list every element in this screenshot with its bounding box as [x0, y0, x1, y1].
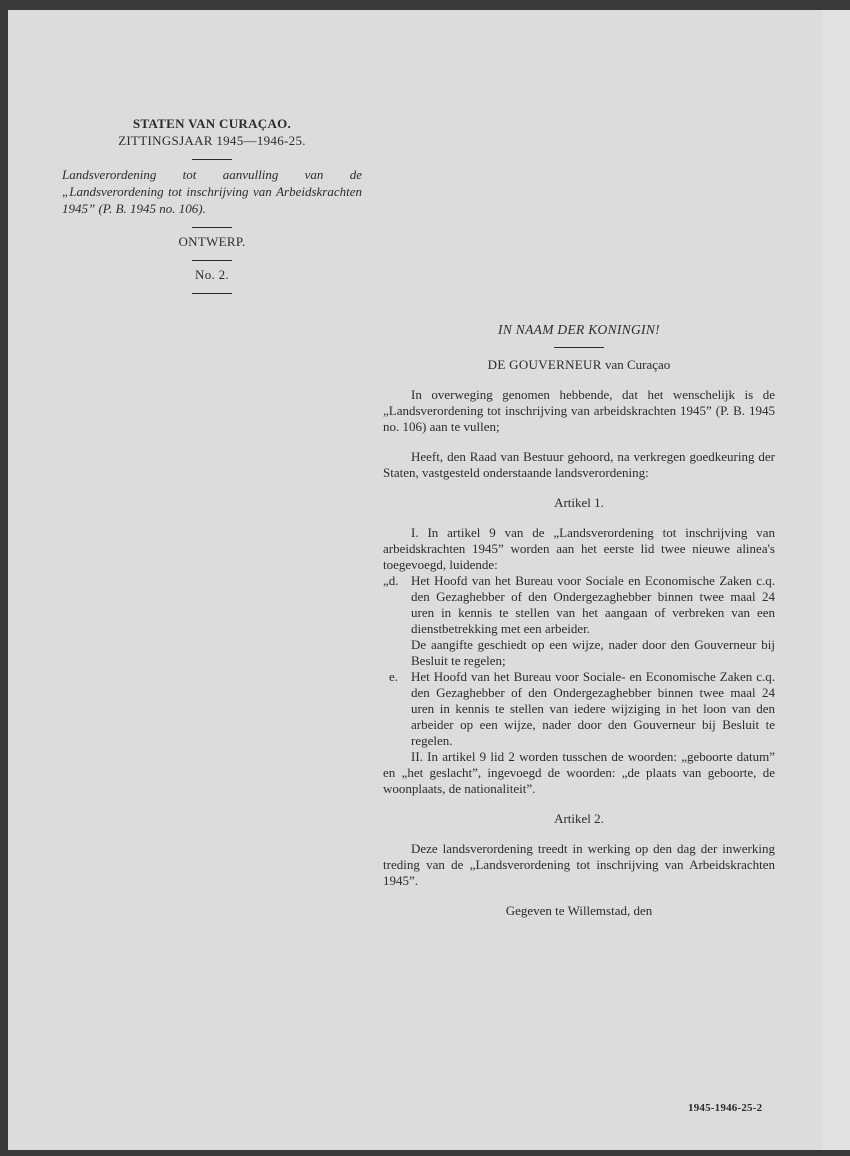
institution-title: STATEN VAN CURAÇAO. — [132, 116, 292, 131]
document-code: 1945-1946-25-2 — [688, 1102, 763, 1114]
invocation: IN NAAM DER KONINGIN! — [498, 322, 660, 337]
document-number: No. 2. — [195, 267, 229, 282]
header-divider — [192, 159, 232, 160]
item-d-note: De aangifte geschiedt op een wijze, nader door den Gouverneur bij Besluit te regelen; — [411, 637, 775, 668]
preamble-paragraph: In overweging genomen hebbende, dat het wenschelijk is de „Landsverordening tot inschrijving van arbeidskrachten 1945” (P. B. 1945 no. 106) aan te vullen; — [383, 387, 775, 434]
authority-line — [383, 357, 775, 373]
body-divider — [554, 347, 604, 348]
header-divider — [192, 227, 232, 228]
item-d-text: Het Hoofd van het Bureau voor Sociale en Economische Zaken c.q. den Gezaghebber of den Ondergezaghebber binnen twee maal 24 uren in kennis te stellen van het aangaan of verbreken van een dienstbetrekking met een arbeider. — [411, 573, 775, 636]
item-marker: „d. — [383, 573, 399, 588]
draft-label: ONTWERP. — [178, 234, 246, 249]
enactment-paragraph: Heeft, den Raad van Bestuur gehoord, na verkregen goedkeuring der Staten, vastgesteld onderstaande landsverordening: — [383, 449, 775, 480]
closing-line: Gegeven te Willemstad, den — [505, 903, 653, 918]
header-divider — [192, 293, 232, 294]
ordinance-subject: Landsverordening tot aanvulling van de „Landsverordening tot inschrijving van Arbeidskrachten 1945” (P. B. 1945 no. 106). — [62, 167, 362, 216]
item-marker: e. — [389, 669, 399, 684]
authority-prefix: DE GOUVERNEUR — [487, 357, 602, 372]
scan-bottom-border — [0, 1150, 850, 1156]
page-edge-strip — [822, 10, 850, 1156]
article-2-text: Deze landsverordening treedt in werking op den dag der inwerking treding van de „Landsverordening tot inschrijving van Arbeidskrachten 1945”. — [383, 841, 775, 888]
list-item — [383, 669, 775, 749]
item-e-text: Het Hoofd van het Bureau voor Sociale- en Economische Zaken c.q. den Gezaghebber of den Ondergezaghebber binnen twee maal 24 uren in kennis te stellen van iedere wijziging in het loon van den arbeider op een wijze, nader door den Gouverneur bij Besluit te regelen. — [411, 669, 775, 748]
header-divider — [192, 260, 232, 261]
article-2-title: Artikel 2. — [554, 811, 604, 826]
article-1-part-2: II. In artikel 9 lid 2 worden tusschen de woorden: „geboorte datum” en „het geslacht”, ingevoegd de woorden: „de plaats van geboorte, de woonplaats, de nationaliteit”. — [383, 749, 775, 796]
article-1-title: Artikel 1. — [554, 495, 604, 510]
article-1-part-1: I. In artikel 9 van de „Landsverordening tot inschrijving van arbeidskrachten 1945” worden aan het eerste lid twee nieuwe alinea's toegevoegd, luidende: — [383, 525, 775, 572]
document-header — [62, 110, 362, 300]
authority-suffix: van Curaçao — [604, 357, 671, 372]
ordinance-body — [383, 322, 775, 919]
session-year: ZITTINGSJAAR 1945—1946-25. — [118, 133, 306, 148]
list-item — [383, 573, 775, 637]
